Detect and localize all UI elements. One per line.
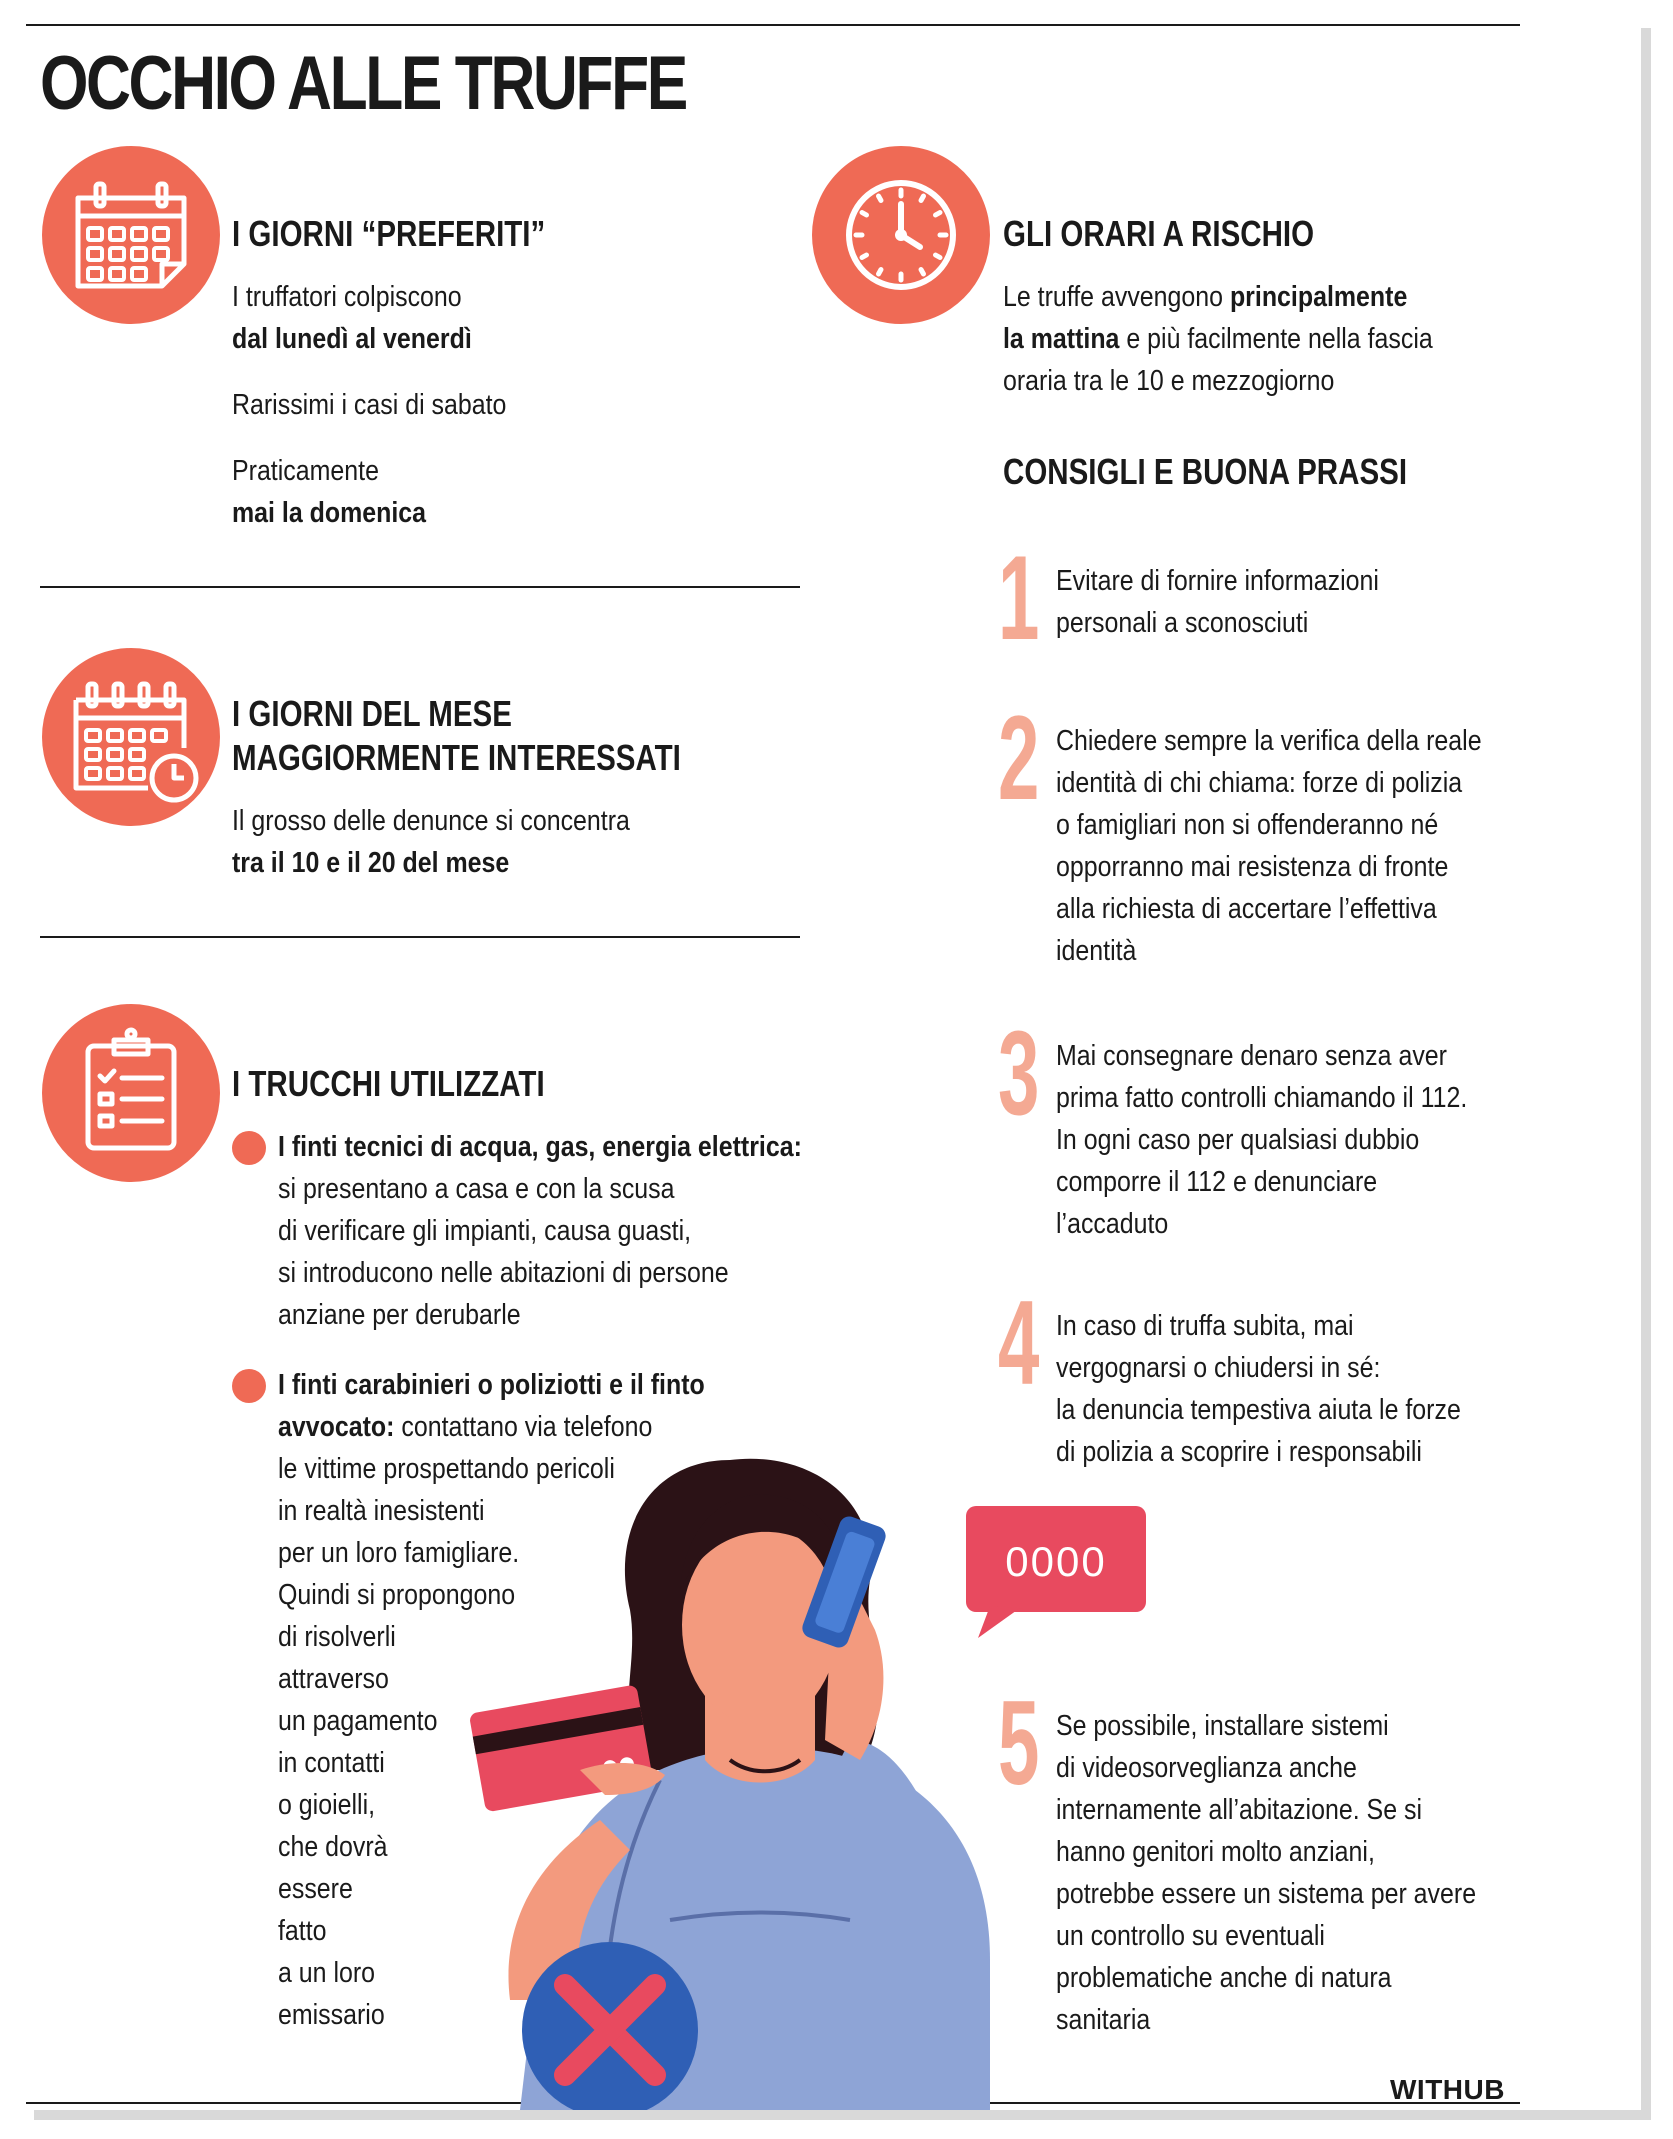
bullet-dot-2 — [232, 1369, 266, 1403]
tip-text-line: l’accaduto — [1056, 1208, 1169, 1240]
tip-text-line: prima fatto controlli chiamando il 112. — [1056, 1082, 1468, 1114]
trick-2-line: Quindi si propongono — [278, 1579, 516, 1611]
tip-text-line: In ogni caso per qualsiasi dubbio — [1056, 1124, 1420, 1156]
trick-2-line: per un loro famigliare. — [278, 1537, 520, 1569]
tip-text-line: Se possibile, installare sistemi — [1056, 1710, 1389, 1742]
brand-logo: WITHUB — [1390, 2074, 1505, 2105]
trick-1-line: anziane per derubarle — [278, 1299, 521, 1331]
tip-number: 2 — [998, 691, 1040, 825]
trick-2-line: fatto — [278, 1915, 327, 1947]
trick-2-line: in contatti — [278, 1747, 385, 1779]
tips-heading: CONSIGLI E BUONA PRASSI — [1003, 451, 1408, 492]
trick-2-title: I finti carabinieri o poliziotti e il finto — [278, 1369, 705, 1401]
month-heading-1: I GIORNI DEL MESE — [232, 693, 512, 734]
woman-on-phone-illustration — [430, 1440, 1190, 2110]
tricks-heading: I TRUCCHI UTILIZZATI — [232, 1063, 545, 1104]
top-rule — [26, 24, 1520, 26]
tip-text-line: vergognarsi o chiudersi in sé: — [1056, 1352, 1381, 1384]
trick-1-line: di verificare gli impianti, causa guasti, — [278, 1215, 692, 1247]
tip-number: 5 — [998, 1676, 1040, 1810]
tip-text-line: Evitare di fornire informazioni — [1056, 565, 1379, 597]
month-text-1: Il grosso delle denunce si concentra — [232, 805, 630, 837]
trick-2-line: in realtà inesistenti — [278, 1495, 485, 1527]
days-text-3-bold: mai la domenica — [232, 497, 427, 529]
trick-2-line: attraverso — [278, 1663, 389, 1695]
trick-2-line: che dovrà — [278, 1831, 388, 1863]
tip-number: 1 — [998, 531, 1040, 665]
hours-text-2: la mattina e più facilmente nella fascia — [1003, 323, 1433, 355]
tip-text-line: potrebbe essere un sistema per avere — [1056, 1878, 1477, 1910]
tip-text-line: un controllo su eventuali — [1056, 1920, 1325, 1952]
month-text-2: tra il 10 e il 20 del mese — [232, 847, 510, 879]
tip-text-line: identità di chi chiama: forze di polizia — [1056, 767, 1463, 799]
tip-text-line: internamente all’abitazione. Se si — [1056, 1794, 1423, 1826]
tip-text-line: Mai consegnare denaro senza aver — [1056, 1040, 1447, 1072]
clock-icon — [812, 146, 990, 324]
tip-text-line: hanno genitori molto anziani, — [1056, 1836, 1375, 1868]
month-heading-2: MAGGIORMENTE INTERESSATI — [232, 737, 681, 778]
tip-text-line: identità — [1056, 935, 1137, 967]
tip-text-line: In caso di truffa subita, mai — [1056, 1310, 1354, 1342]
days-text-1: I truffatori colpiscono — [232, 281, 462, 313]
trick-1-line: si presentano a casa e con la scusa — [278, 1173, 675, 1205]
tip-text-line: di polizia a scoprire i responsabili — [1056, 1436, 1422, 1468]
clipboard-checklist-icon — [42, 1004, 220, 1182]
trick-2-line: un pagamento — [278, 1705, 438, 1737]
tip-text-line: opporranno mai resistenza di fronte — [1056, 851, 1449, 883]
bubble-code: 0000 — [1005, 1538, 1107, 1585]
trick-1-line: si introducono nelle abitazioni di persone — [278, 1257, 729, 1289]
page-title: OCCHIO ALLE TRUFFE — [40, 41, 686, 126]
bullet-dot-1 — [232, 1131, 266, 1165]
page-shadow-bottom — [34, 2110, 1651, 2120]
trick-2-line: le vittime prospettando pericoli — [278, 1453, 615, 1485]
trick-2-line: emissario — [278, 1999, 385, 2031]
page-shadow-right — [1641, 28, 1651, 2118]
divider-1 — [40, 586, 800, 588]
tip-number: 3 — [998, 1006, 1040, 1140]
days-text-2: Rarissimi i casi di sabato — [232, 389, 507, 421]
tip-text-line: comporre il 112 e denunciare — [1056, 1166, 1378, 1198]
trick-2-line: o gioielli, — [278, 1789, 376, 1821]
tip-text-line: Chiedere sempre la verifica della reale — [1056, 725, 1482, 757]
tip-text-line: la denuncia tempestiva aiuta le forze — [1056, 1394, 1461, 1426]
trick-2-title-cont: avvocato: contattano via telefono — [278, 1411, 653, 1443]
tip-text-line: problematiche anche di natura — [1056, 1962, 1392, 1994]
trick-2-line: a un loro — [278, 1957, 376, 1989]
hours-text-1: Le truffe avvengono principalmente — [1003, 281, 1408, 313]
trick-2-line: essere — [278, 1873, 353, 1905]
tip-text-line: alla richiesta di accertare l’effettiva — [1056, 893, 1437, 925]
hours-text-3: oraria tra le 10 e mezzogiorno — [1003, 365, 1335, 397]
divider-2 — [40, 936, 800, 938]
days-text-3: Praticamente — [232, 455, 379, 487]
tip-text-line: o famigliari non si offenderanno né — [1056, 809, 1439, 841]
tip-text-line: di videosorveglianza anche — [1056, 1752, 1357, 1784]
trick-1-title: I finti tecnici di acqua, gas, energia elettrica: — [278, 1131, 802, 1163]
days-text-1-bold: dal lunedì al venerdì — [232, 323, 472, 355]
calendar-clock-icon — [42, 648, 220, 826]
days-heading: I GIORNI “PREFERITI” — [232, 213, 546, 254]
trick-2-line: di risolverli — [278, 1621, 396, 1653]
calendar-icon — [42, 146, 220, 324]
hours-heading: GLI ORARI A RISCHIO — [1003, 213, 1315, 254]
tip-number: 4 — [998, 1276, 1040, 1410]
tip-text-line: personali a sconosciuti — [1056, 607, 1309, 639]
tip-text-line: sanitaria — [1056, 2004, 1151, 2036]
